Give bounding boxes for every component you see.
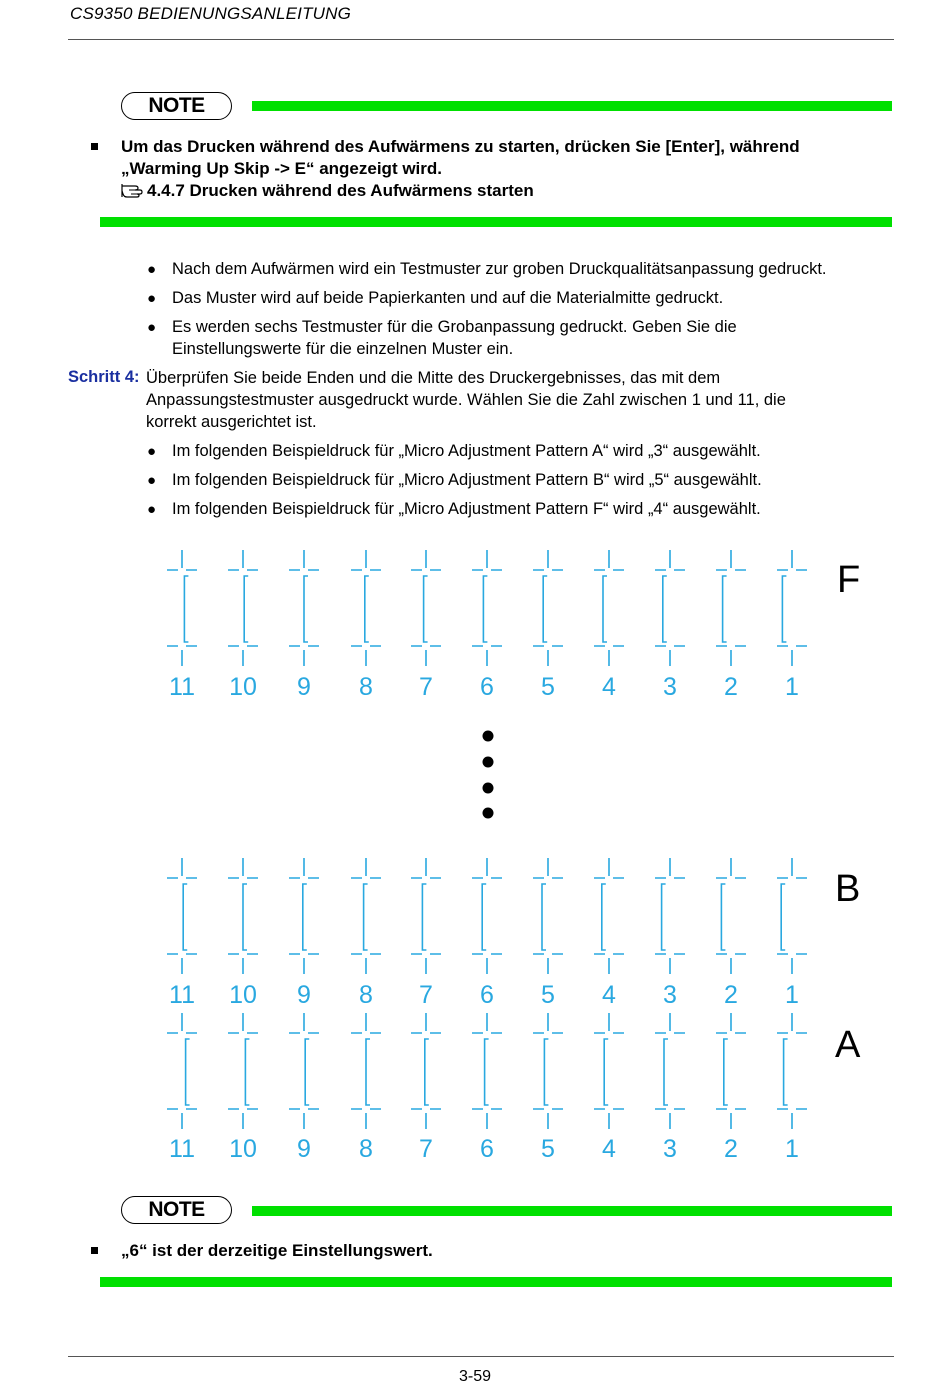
- pattern-number: 3: [663, 1135, 677, 1163]
- pattern-number: 6: [480, 673, 494, 701]
- pattern-mark: [289, 1013, 319, 1129]
- pattern-mark-lines: [594, 550, 624, 666]
- note-text-line2: „Warming Up Skip -> E“ angezeigt wird.: [121, 159, 442, 178]
- pattern-number: 1: [785, 1135, 799, 1163]
- pattern-number: 4: [602, 981, 616, 1009]
- pattern-mark: [594, 1013, 624, 1129]
- pattern-mark-lines: [716, 858, 746, 974]
- pattern-mark: [716, 858, 746, 974]
- bullet-text: Das Muster wird auf beide Papierkanten und auf die Materialmitte gedruckt.: [172, 289, 724, 307]
- pattern-mark: [716, 550, 746, 666]
- step-label: Schritt 4:: [68, 368, 140, 386]
- bullet-icon: ●: [147, 290, 157, 307]
- pattern-mark: [411, 1013, 441, 1129]
- pattern-number: 2: [724, 1135, 738, 1163]
- pattern-mark-lines: [411, 550, 441, 666]
- pattern-number: 5: [541, 1135, 555, 1163]
- bullet-text: Nach dem Aufwärmen wird ein Testmuster zur groben Druckqualitätsanpassung gedruckt.: [172, 260, 827, 278]
- pattern-mark-lines: [411, 858, 441, 974]
- pattern-mark: [228, 1013, 258, 1129]
- pattern-number: 7: [419, 1135, 433, 1163]
- pattern-number: 10: [229, 981, 257, 1009]
- step-text-line1: Überprüfen Sie beide Enden und die Mitte des Druckergebnisses, das mit dem: [146, 369, 721, 387]
- pattern-mark-lines: [351, 858, 381, 974]
- bullet-text: Im folgenden Beispieldruck für „Micro Adjustment Pattern F“ wird „4“ ausgewählt.: [172, 500, 761, 518]
- pattern-number: 2: [724, 673, 738, 701]
- pattern-mark-lines: [777, 858, 807, 974]
- pattern-mark: [228, 550, 258, 666]
- note-text-line1: Um das Drucken während des Aufwärmens zu starten, drücken Sie [Enter], während: [121, 137, 800, 156]
- pattern-number: 8: [359, 981, 373, 1009]
- pattern-mark: [655, 1013, 685, 1129]
- pattern-number: 9: [297, 673, 311, 701]
- pattern-mark: [777, 858, 807, 974]
- pattern-number: 5: [541, 673, 555, 701]
- pattern-mark-lines: [594, 1013, 624, 1129]
- bullet-text: Im folgenden Beispieldruck für „Micro Adjustment Pattern A“ wird „3“ ausgewählt.: [172, 442, 761, 460]
- pattern-mark-lines: [472, 1013, 502, 1129]
- pattern-label: B: [835, 868, 861, 910]
- pattern-mark: [411, 550, 441, 666]
- pattern-number: 4: [602, 673, 616, 701]
- pattern-number: 11: [169, 981, 195, 1009]
- pattern-mark-lines: [228, 858, 258, 974]
- document-header-title: CS9350 BEDIENUNGSANLEITUNG: [70, 4, 352, 23]
- pattern-number: 10: [229, 1135, 257, 1163]
- pattern-mark: [167, 550, 197, 666]
- pattern-mark-lines: [411, 1013, 441, 1129]
- note-badge: NOTE: [121, 92, 232, 120]
- pattern-mark: [777, 1013, 807, 1129]
- pattern-number: 3: [663, 673, 677, 701]
- pattern-mark: [594, 550, 624, 666]
- ellipsis-dot: [483, 783, 494, 794]
- pattern-number: 11: [169, 1135, 195, 1163]
- note-reference-link[interactable]: 4.4.7 Drucken während des Aufwärmens starten: [147, 181, 534, 200]
- pattern-number: 5: [541, 981, 555, 1009]
- pattern-mark: [716, 1013, 746, 1129]
- pattern-number: 7: [419, 673, 433, 701]
- step-text-line2: Anpassungstestmuster ausgedruckt wurde. Wählen Sie die Zahl zwischen 1 und 11, die: [146, 391, 786, 409]
- pattern-number: 1: [785, 981, 799, 1009]
- pattern-mark: [289, 858, 319, 974]
- pattern-mark: [167, 1013, 197, 1129]
- bullet-text: Im folgenden Beispieldruck für „Micro Adjustment Pattern B“ wird „5“ ausgewählt.: [172, 471, 762, 489]
- bullet-icon: ●: [147, 472, 157, 489]
- pattern-number: 7: [419, 981, 433, 1009]
- pattern-mark: [533, 1013, 563, 1129]
- pattern-number: 6: [480, 981, 494, 1009]
- footer-rule: [68, 1356, 894, 1357]
- pattern-mark: [655, 550, 685, 666]
- pattern-mark-lines: [533, 858, 563, 974]
- pattern-mark: [777, 550, 807, 666]
- pattern-mark-lines: [167, 1013, 197, 1129]
- pattern-mark-lines: [655, 1013, 685, 1129]
- pattern-number: 9: [297, 1135, 311, 1163]
- pattern-mark-lines: [228, 550, 258, 666]
- note-green-bar-bottom: [100, 1277, 892, 1287]
- note-text: „6“ ist der derzeitige Einstellungswert.: [121, 1241, 433, 1260]
- ellipsis-dot: [483, 757, 494, 768]
- pattern-mark-lines: [594, 858, 624, 974]
- pattern-mark-lines: [167, 858, 197, 974]
- pattern-mark-lines: [289, 858, 319, 974]
- pattern-label: F: [837, 559, 861, 601]
- pattern-mark-lines: [167, 550, 197, 666]
- pattern-mark: [351, 1013, 381, 1129]
- bullet-text: Es werden sechs Testmuster für die Grobanpassung gedruckt. Geben Sie die: [172, 318, 737, 336]
- ellipsis-dot: [483, 731, 494, 742]
- pattern-mark-lines: [777, 550, 807, 666]
- pattern-mark: [472, 550, 502, 666]
- pattern-number: 11: [169, 673, 195, 701]
- pattern-mark-lines: [655, 550, 685, 666]
- pattern-number: 9: [297, 981, 311, 1009]
- pattern-mark-lines: [716, 550, 746, 666]
- pattern-mark-lines: [777, 1013, 807, 1129]
- pattern-mark-lines: [472, 858, 502, 974]
- pattern-mark: [289, 550, 319, 666]
- bullet-icon: ●: [147, 261, 157, 278]
- pattern-mark: [351, 550, 381, 666]
- pattern-mark-lines: [472, 550, 502, 666]
- page-number: 3-59: [458, 1368, 492, 1385]
- pattern-mark: [655, 858, 685, 974]
- pattern-number: 10: [229, 673, 257, 701]
- pattern-mark-lines: [716, 1013, 746, 1129]
- pattern-mark: [533, 858, 563, 974]
- bullet-icon: ●: [147, 319, 157, 336]
- pattern-mark-lines: [351, 1013, 381, 1129]
- bullet-icon: ●: [147, 501, 157, 518]
- pattern-mark: [472, 1013, 502, 1129]
- note-green-bar-top: [252, 1206, 892, 1216]
- square-bullet-icon: [91, 1247, 98, 1254]
- pattern-mark: [411, 858, 441, 974]
- pattern-mark-lines: [289, 550, 319, 666]
- pattern-mark: [351, 858, 381, 974]
- step-text-line3: korrekt ausgerichtet ist.: [146, 413, 317, 431]
- pattern-number: 2: [724, 981, 738, 1009]
- pattern-number: 4: [602, 1135, 616, 1163]
- pattern-mark-lines: [533, 550, 563, 666]
- pattern-label: A: [835, 1024, 861, 1066]
- bullet-icon: ●: [147, 443, 157, 460]
- note-badge: NOTE: [121, 1196, 232, 1224]
- bullet-text-continued: Einstellungswerte für die einzelnen Muster ein.: [172, 340, 514, 358]
- pattern-number: 1: [785, 673, 799, 701]
- pattern-mark-lines: [289, 1013, 319, 1129]
- pattern-mark: [228, 858, 258, 974]
- pattern-mark: [533, 550, 563, 666]
- pattern-mark-lines: [655, 858, 685, 974]
- pattern-number: 8: [359, 673, 373, 701]
- pattern-mark-lines: [533, 1013, 563, 1129]
- pattern-mark: [472, 858, 502, 974]
- ellipsis-dot: [483, 808, 494, 819]
- pattern-mark: [594, 858, 624, 974]
- pattern-mark-lines: [351, 550, 381, 666]
- pattern-number: 3: [663, 981, 677, 1009]
- pattern-number: 8: [359, 1135, 373, 1163]
- pattern-mark: [167, 858, 197, 974]
- pattern-number: 6: [480, 1135, 494, 1163]
- pattern-mark-lines: [228, 1013, 258, 1129]
